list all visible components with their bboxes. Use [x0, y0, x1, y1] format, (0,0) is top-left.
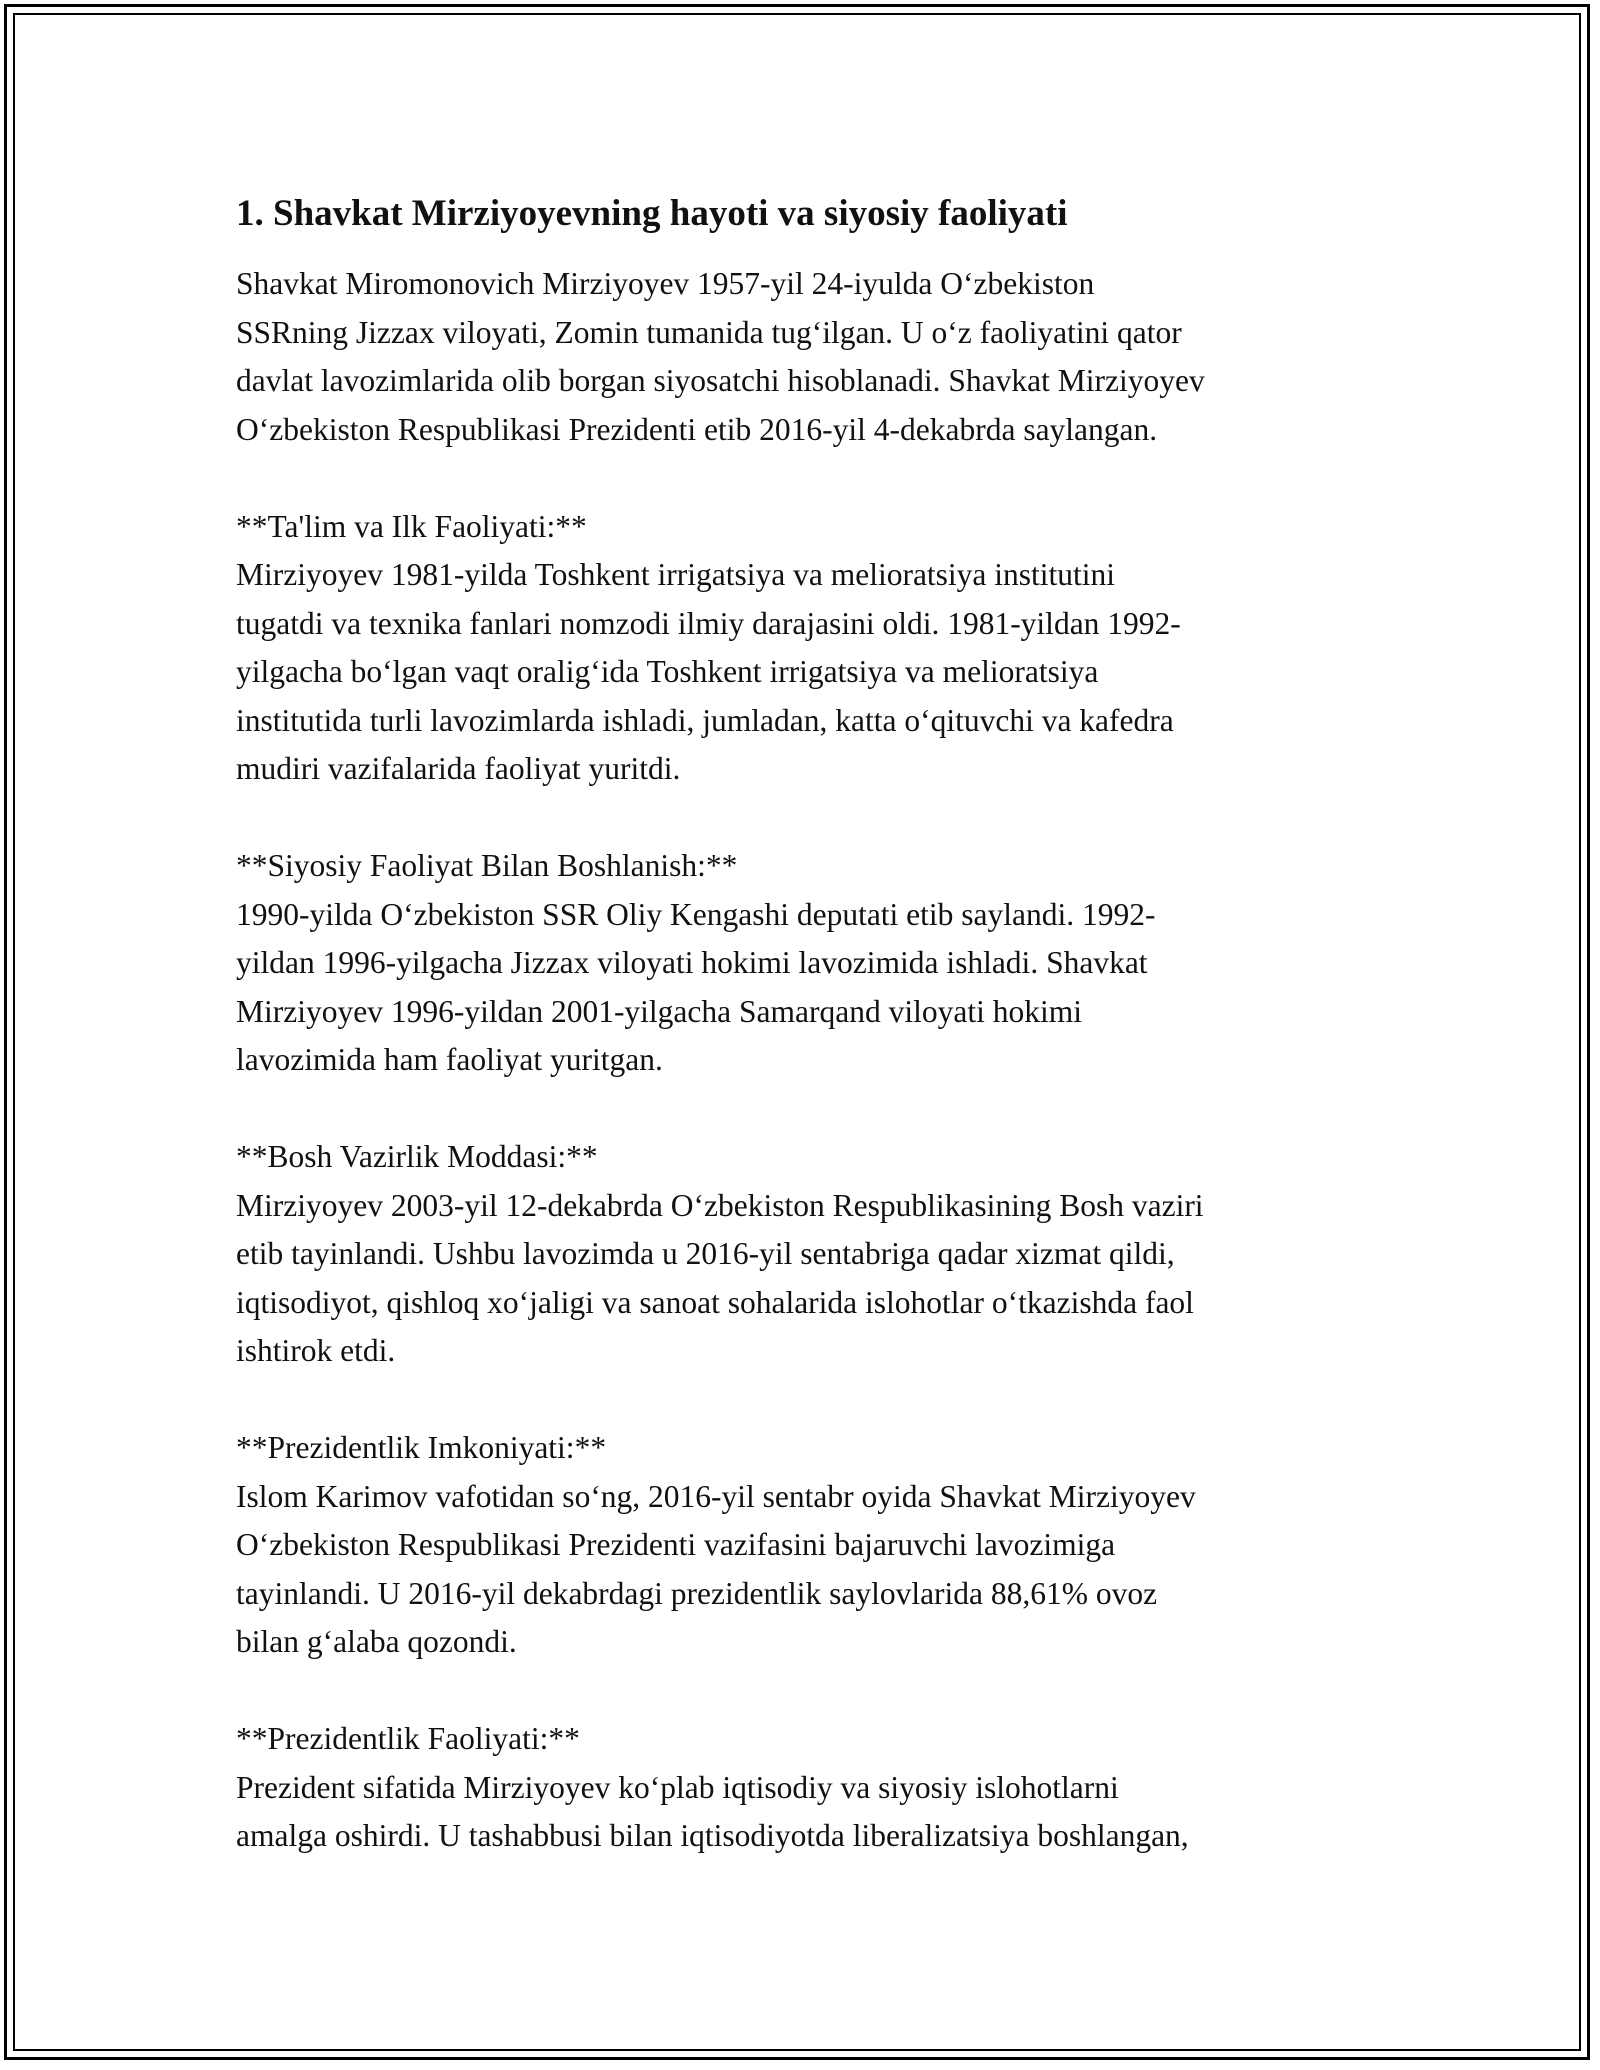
paragraph-spacer: [236, 794, 1376, 843]
section-heading-presidency-opportunity: **Prezidentlik Imkoniyati:**: [236, 1430, 607, 1465]
section-heading-presidency-activity: **Prezidentlik Faoliyati:**: [236, 1721, 580, 1756]
section-body-prime-minister: Mirziyoyev 2003-yil 12-dekabrda O‘zbekiston Respublikasining Bosh vaziri etib tayinlandi. Ushbu lavozimda u 2016-yil sentabriga qadar xizmat qildi, iqtisodiyot, qishloq xo‘jaligi va sanoat sohalarida islohotlar o‘tkazishda faol ishtirok etdi.: [236, 1187, 1204, 1368]
section-heading-prime-minister: **Bosh Vazirlik Moddasi:**: [236, 1139, 598, 1174]
section-body-political-start: 1990-yilda O‘zbekiston SSR Oliy Kengashi deputati etib saylandi. 1992- yildan 1996-yilgacha Jizzax viloyati hokimi lavozimida ishladi. Shavkat Mirziyoyev 1996-yildan 2001-yilgacha Samarqand viloyati hokimi lavozimida ham faoliyat yuritgan.: [236, 896, 1156, 1077]
section-heading-political-start: **Siyosiy Faoliyat Bilan Boshlanish:**: [236, 848, 738, 883]
section-body-education: Mirziyoyev 1981-yilda Toshkent irrigatsiya va melioratsiya institutini tugatdi va texnika fanlari nomzodi ilmiy darajasini oldi. 1981-yildan 1992- yilgacha bo‘lgan vaqt oralig‘ida Toshkent irrigatsiya va melioratsiya institutida turli lavozimlarda ishladi, jumladan, katta o‘qituvchi va kafedra mudiri vazifalarida faoliyat yuritdi.: [236, 557, 1181, 786]
section-heading-education: **Ta'lim va Ilk Faoliyati:**: [236, 508, 587, 544]
paragraph-spacer: [236, 1667, 1376, 1716]
intro-paragraph: Shavkat Miromonovich Mirziyoyev 1957-yil 24-iyulda O‘zbekiston SSRning Jizzax viloyati, Zomin tumanida tug‘ilgan. U o‘z faoliyatini qator davlat lavozimlarida olib borgan siyosatchi hisoblanadi. Shavkat Mirziyoyev O‘zbekiston Respublikasi Prezidenti etib 2016-yil 4-dekabrda saylangan.: [236, 266, 1205, 447]
document-title: 1. Shavkat Mirziyoyevning hayoti va siyosiy faoliyati: [236, 193, 1068, 234]
section-body-presidency-opportunity: Islom Karimov vafotidan so‘ng, 2016-yil sentabr oyida Shavkat Mirziyoyev O‘zbekiston Respublikasi Prezidenti vazifasini bajaruvchi lavozimiga tayinlandi. U 2016-yil dekabrdagi prezidentlik saylovlarida 88,61% ovoz bilan g‘alaba qozondi.: [236, 1478, 1196, 1659]
paragraph-spacer: [236, 1376, 1376, 1425]
paragraph-spacer: [236, 454, 1376, 503]
document-page: [236, 188, 1376, 1861]
paragraph-spacer: [236, 1085, 1376, 1134]
section-body-presidency-activity: Prezident sifatida Mirziyoyev ko‘plab iqtisodiy va siyosiy islohotlarni amalga oshirdi. U tashabbusi bilan iqtisodiyotda liberalizatsiya boshlangan,: [236, 1769, 1189, 1853]
